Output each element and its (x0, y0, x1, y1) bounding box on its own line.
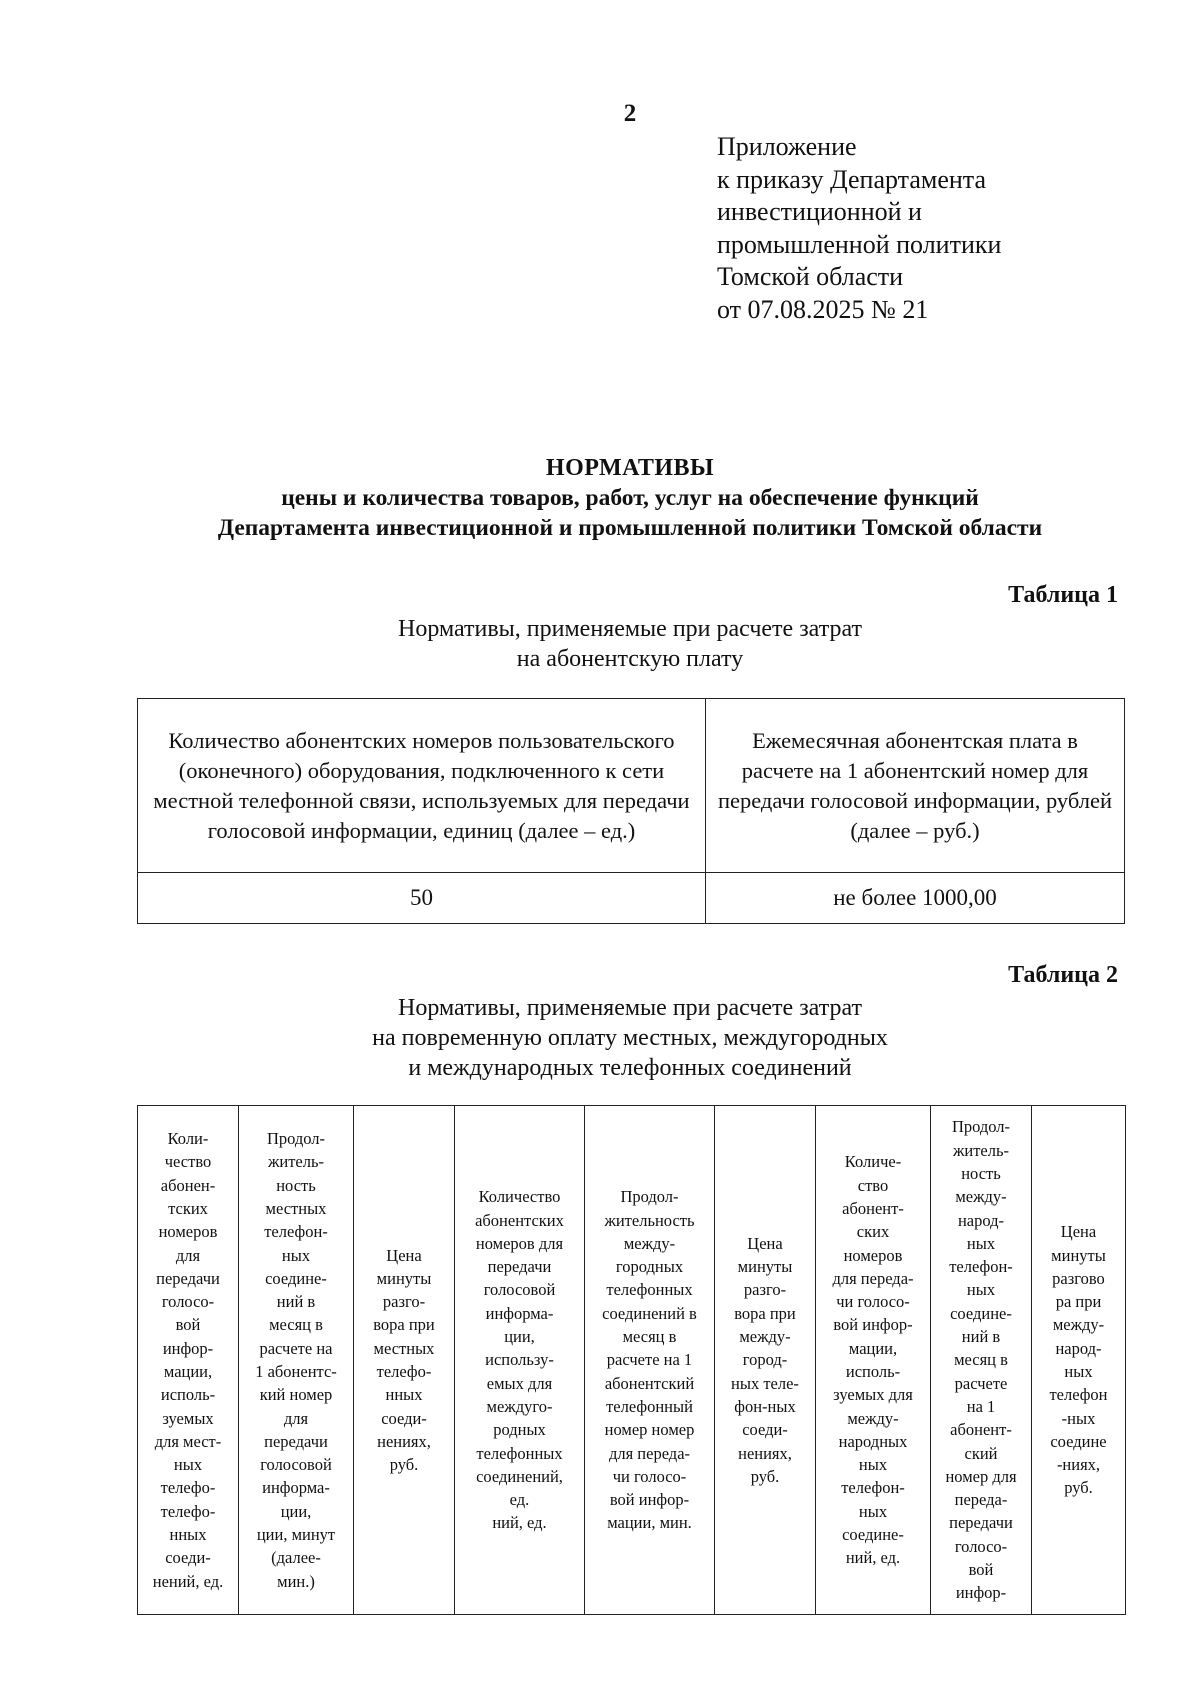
page-number: 2 (623, 100, 637, 127)
table-header-cell: Продол- житель- ность местных телефон- ных соедине- ний в месяц в расчете на 1 абонентс- кий номер для передачи голосовой информа- ции, ции, минут (далее- мин.) (239, 1106, 354, 1615)
table2 (137, 1105, 1126, 1615)
table-cell: не более 1000,00 (706, 873, 1125, 924)
caption-line: и международных телефонных соединений (408, 1055, 852, 1081)
approval-line: промышленной политики (717, 229, 1002, 259)
table1-label: Таблица 1 (1008, 582, 1118, 608)
approval-line: к приказу Департамента (717, 164, 987, 194)
table1-caption (137, 614, 1123, 674)
table-cell: 50 (138, 873, 706, 924)
title-line: Департамента инвестиционной и промышленной политики Томской области (217, 515, 1043, 541)
approval-line: Приложение (717, 132, 857, 161)
table-header-cell: Количество абонентских номеров пользовательского (оконечного) оборудования, подключенного к сети местной телефонной связи, используемых для передачи голосовой информации, единиц (далее – ед.) (138, 699, 706, 873)
approval-line: от 07.08.2025 № 21 (717, 294, 929, 324)
caption-line: на абонентскую плату (516, 646, 744, 672)
table-header-cell: Коли- чество абонен- тских номеров для передачи голосо- вой инфор- мации, исполь- зуемых для мест- ных телефо- телефо- нных соеди- нений, ед. (138, 1106, 239, 1615)
approval-line: инвестиционной и (717, 197, 922, 226)
table-row (138, 873, 1125, 924)
document-title (137, 453, 1123, 543)
caption-line: на повременную оплату местных, междугородных (372, 1025, 888, 1051)
table2-label: Таблица 2 (1008, 962, 1118, 988)
caption-line: Нормативы, применяемые при расчете затрат (397, 616, 863, 642)
approval-block (717, 131, 1001, 326)
table1 (137, 698, 1125, 924)
approval-line: Томской области (717, 262, 904, 291)
table2-caption (137, 993, 1123, 1083)
table-header-row (138, 1106, 1126, 1615)
table-header-cell: Цена минуты разго- вора при местных телефо- нных соеди- нениях, руб. (354, 1106, 455, 1615)
table-header-cell: Ежемесячная абонентская плата в расчете на 1 абонентский номер для передачи голосовой информации, рублей (далее – руб.) (706, 699, 1125, 873)
table-header-cell: Цена минуты разгово ра при между- народ- ных телефон -ных соедине -ниях, руб. (1032, 1106, 1126, 1615)
title-main: НОРМАТИВЫ (545, 455, 715, 481)
caption-line: Нормативы, применяемые при расчете затрат (397, 995, 863, 1021)
table-header-cell: Продол- жительность между- городных телефонных соединений в месяц в расчете на 1 абонентский телефонный номер номер для переда- чи голосо- вой инфор- мации, мин. (585, 1106, 715, 1615)
table-header-cell: Количество абонентских номеров для передачи голосовой информа- ции, использу- емых для междуго- родных телефонных соединений, ед. ний, ед. (455, 1106, 585, 1615)
title-line: цены и количества товаров, работ, услуг на обеспечение функций (281, 485, 979, 511)
table-header-cell: Цена минуты разго- вора при между- город- ных теле- фон-ных соеди- нениях, руб. (715, 1106, 816, 1615)
table-header-cell: Продол- житель- ность между- народ- ных телефон- ных соедине- ний в месяц в расчете на 1 абонент- ский номер для переда- передачи голосо- вой инфор- (931, 1106, 1032, 1615)
table-header-cell: Количе- ство абонент- ских номеров для переда- чи голосо- вой инфор- мации, исполь- зуемых для между- народных ных телефон- ных соедине- ний, ед. (816, 1106, 931, 1615)
table-header-row (138, 699, 1125, 873)
